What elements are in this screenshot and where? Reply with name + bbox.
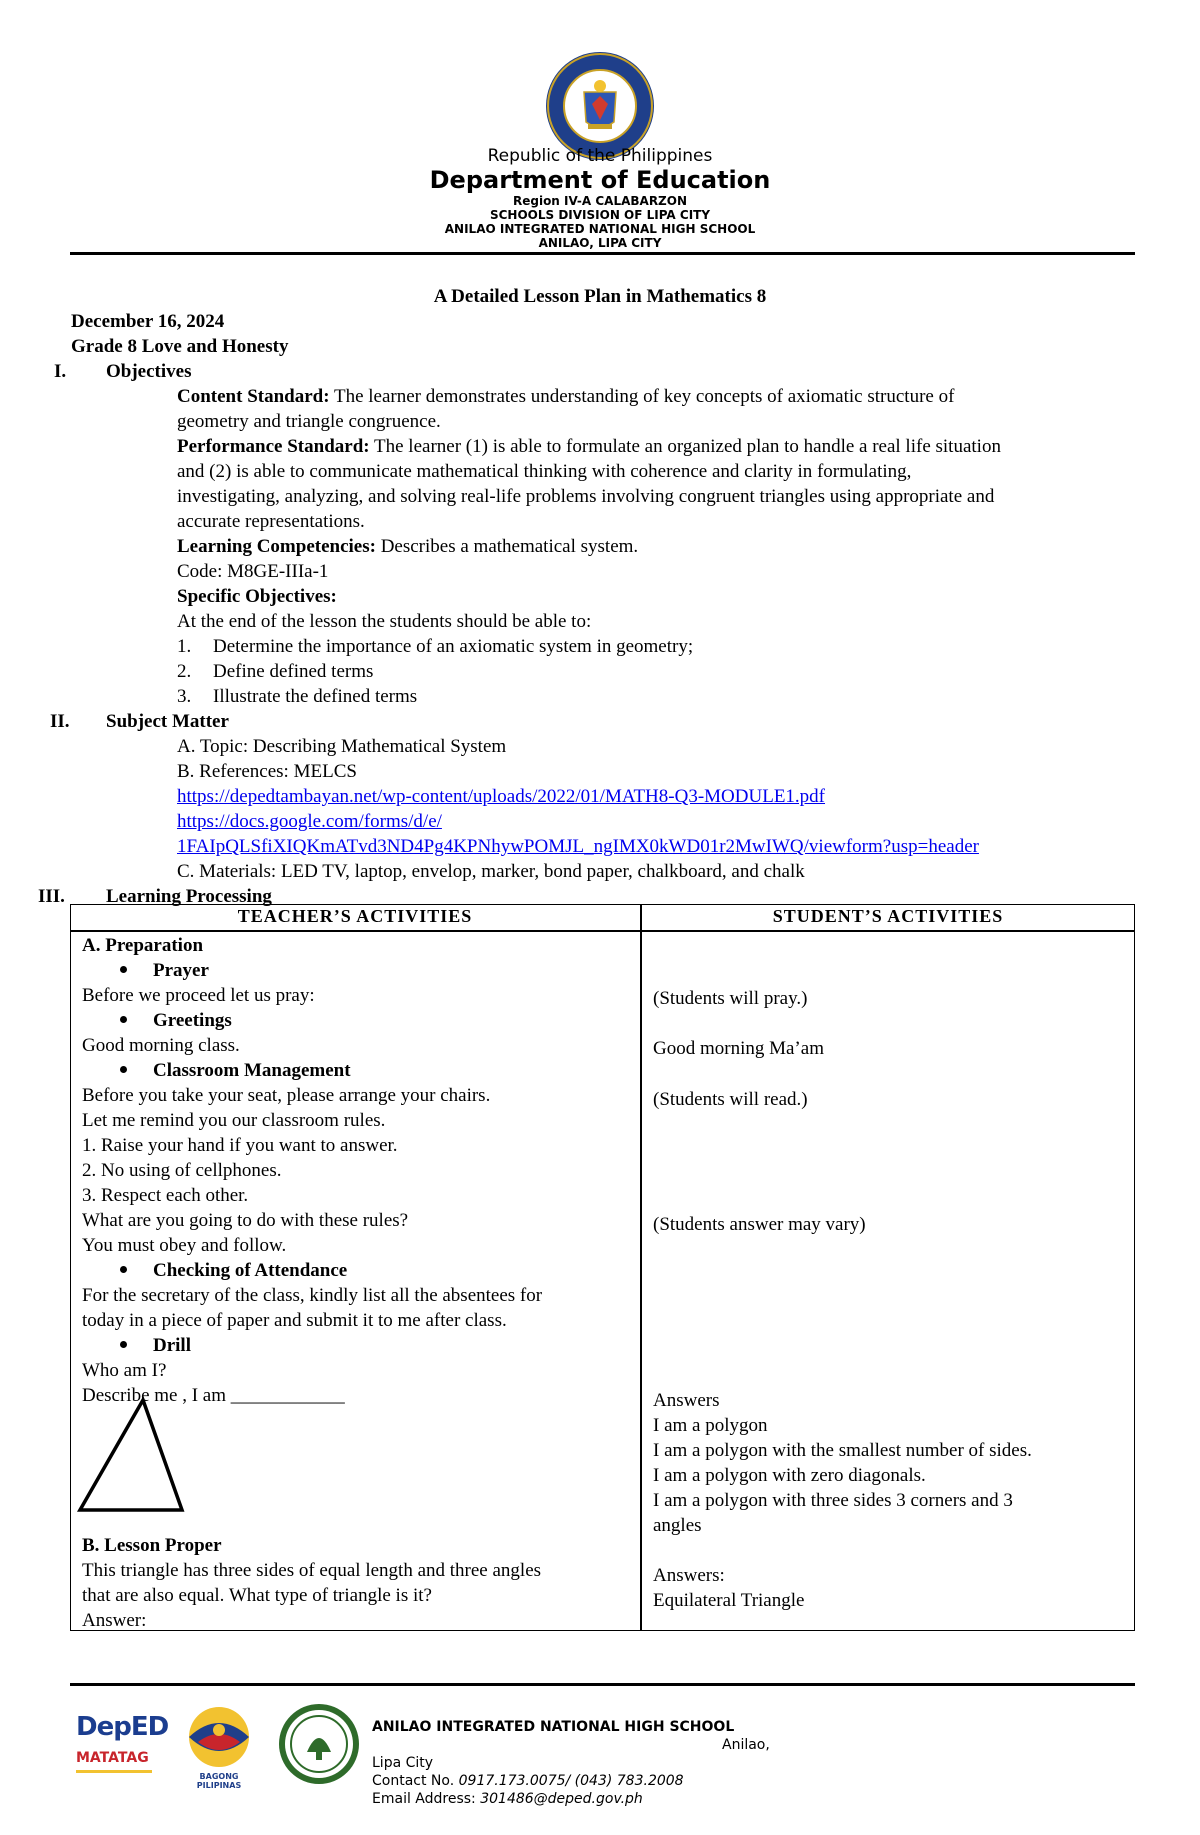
student-activities-header: STUDENT’S ACTIVITIES <box>772 906 1004 926</box>
table-column-divider <box>640 904 642 1631</box>
learning-competencies <box>177 534 638 559</box>
classroom-text: You must obey and follow. <box>82 1235 287 1256</box>
performance-standard-line4: accurate representations. <box>177 511 365 532</box>
classroom-rule: 2. No using of cellphones. <box>82 1160 282 1181</box>
classroom-rule: 1. Raise your hand if you want to answer. <box>82 1135 398 1156</box>
triangle-drawing <box>76 1396 186 1514</box>
classroom-text: Let me remind you our classroom rules. <box>82 1110 386 1131</box>
republic-line: Republic of the Philippines <box>487 146 713 166</box>
bullet-icon <box>120 966 127 973</box>
header-divider <box>70 252 1135 255</box>
preparation-heading: A. Preparation <box>82 935 204 956</box>
objective-item-num: 2. <box>177 661 192 682</box>
lesson-date: December 16, 2024 <box>71 311 225 332</box>
prayer-text: Before we proceed let us pray: <box>82 985 315 1006</box>
bullet-icon <box>120 1341 127 1348</box>
reference-link-module[interactable]: https://depedtambayan.net/wp-content/uploads/2022/01/MATH8-Q3-MODULE1.pdf <box>177 786 826 807</box>
division-line: SCHOOLS DIVISION OF LIPA CITY <box>489 208 711 222</box>
student-answer: I am a polygon with three sides 3 corners and 3 <box>653 1490 1013 1511</box>
drill-prompt: Describe me , I am ____________ <box>82 1385 345 1406</box>
student-answer: angles <box>653 1515 702 1536</box>
greetings-heading: Greetings <box>153 1010 232 1031</box>
content-standard-text: The learner demonstrates understanding of key concepts of axiomatic structure of <box>329 386 955 407</box>
performance-standard-line3: investigating, analyzing, and solving real-life problems involving congruent triangles using appropriate and <box>177 486 995 507</box>
bullet-icon <box>120 1066 127 1073</box>
objective-item-text: Define defined terms <box>213 661 374 682</box>
department-name: Department of Education <box>429 166 771 194</box>
objective-item-text: Determine the importance of an axiomatic system in geometry; <box>213 636 694 657</box>
contact-label: Contact No. <box>372 1773 459 1789</box>
classroom-text: Before you take your seat, please arrange your chairs. <box>82 1085 491 1106</box>
classroom-management-heading: Classroom Management <box>153 1060 351 1081</box>
student-answer: I am a polygon <box>653 1415 768 1436</box>
bullet-icon <box>120 1266 127 1273</box>
bullet-icon <box>120 1016 127 1023</box>
competency-code: Code: M8GE-IIIa-1 <box>177 561 329 582</box>
table-header-divider <box>70 930 1135 932</box>
lesson-plan-title: A Detailed Lesson Plan in Mathematics 8 <box>433 286 767 307</box>
drill-question: Who am I? <box>82 1360 167 1381</box>
objective-item-num: 3. <box>177 686 192 707</box>
subject-matter-numeral: II. <box>50 711 70 732</box>
address-line: ANILAO, LIPA CITY <box>538 236 662 250</box>
specific-objectives-label: Specific Objectives: <box>177 586 337 607</box>
topic: A. Topic: Describing Mathematical System <box>177 736 507 757</box>
email-label: Email Address: <box>372 1791 481 1807</box>
deped-matatag-logo <box>76 1712 169 1782</box>
subject-matter-heading: Subject Matter <box>106 711 229 732</box>
school-line: ANILAO INTEGRATED NATIONAL HIGH SCHOOL <box>444 222 756 236</box>
footer-town: Anilao, <box>722 1737 770 1753</box>
lesson-proper-answer: Answer: <box>82 1610 147 1631</box>
matatag-logo-text: MATATAG <box>76 1750 149 1766</box>
footer-divider <box>70 1683 1135 1686</box>
references: B. References: MELCS <box>177 761 357 782</box>
contact-number: 0917.173.0075/ (043) 783.2008 <box>458 1773 684 1789</box>
footer-contact <box>372 1772 684 1790</box>
footer-city: Lipa City <box>372 1755 434 1771</box>
school-seal-logo <box>277 1702 361 1786</box>
specific-objectives-intro: At the end of the lesson the students should be able to: <box>177 611 592 632</box>
classroom-rule: 3. Respect each other. <box>82 1185 249 1206</box>
student-answer: I am a polygon with the smallest number of sides. <box>653 1440 1032 1461</box>
learning-numeral: III. <box>38 886 65 907</box>
performance-standard <box>177 434 1001 459</box>
materials: C. Materials: LED TV, laptop, envelop, marker, bond paper, chalkboard, and chalk <box>177 861 805 882</box>
objectives-numeral: I. <box>54 361 67 382</box>
grade-section: Grade 8 Love and Honesty <box>71 336 289 357</box>
greetings-text: Good morning class. <box>82 1035 240 1056</box>
student-greeting: Good morning Ma’am <box>653 1038 824 1059</box>
bagong-pilipinas-logo <box>176 1704 262 1770</box>
drill-heading: Drill <box>153 1335 191 1356</box>
lesson-proper-text: that are also equal. What type of triangle is it? <box>82 1585 432 1606</box>
objective-item-num: 1. <box>177 636 192 657</box>
objective-item-text: Illustrate the defined terms <box>213 686 418 707</box>
learning-competencies-label: Learning Competencies: <box>177 536 376 557</box>
lesson-proper-text: This triangle has three sides of equal length and three angles <box>82 1560 542 1581</box>
objectives-heading: Objectives <box>106 361 192 382</box>
learning-competencies-text: Describes a mathematical system. <box>375 536 639 557</box>
email-address[interactable]: 301486@deped.gov.ph <box>480 1791 643 1807</box>
attendance-heading: Checking of Attendance <box>153 1260 348 1281</box>
content-standard-label: Content Standard: <box>177 386 330 407</box>
reference-link-form[interactable]: https://docs.google.com/forms/d/e/ <box>177 811 442 832</box>
content-standard <box>177 384 954 409</box>
student-prayer: (Students will pray.) <box>653 988 808 1009</box>
performance-standard-label: Performance Standard: <box>177 436 370 457</box>
student-read: (Students will read.) <box>653 1089 808 1110</box>
student-vary: (Students answer may vary) <box>653 1214 866 1235</box>
prayer-heading: Prayer <box>153 960 209 981</box>
teacher-activities-header: TEACHER’S ACTIVITIES <box>237 906 473 926</box>
classroom-text: What are you going to do with these rules? <box>82 1210 409 1231</box>
region-line: Region IV-A CALABARZON <box>512 194 688 208</box>
deped-logo-text: DepED <box>76 1712 169 1742</box>
footer-school-name: ANILAO INTEGRATED NATIONAL HIGH SCHOOL <box>372 1719 735 1735</box>
bagong-pilipinas-text: BAGONG PILIPINAS <box>196 1772 242 1790</box>
learning-heading: Learning Processing <box>106 886 272 907</box>
reference-link-form-cont[interactable]: 1FAIpQLSfiXIQKmATvd3ND4Pg4KPNhywPOMJL_ngIMX0kWD01r2MwIWQ/viewform?usp=header <box>177 836 979 857</box>
footer-email <box>372 1790 643 1808</box>
attendance-text: today in a piece of paper and submit it to me after class. <box>82 1310 507 1331</box>
lesson-proper-heading: B. Lesson Proper <box>82 1535 222 1556</box>
student-answers-label-2: Answers: <box>653 1565 725 1586</box>
content-standard-cont: geometry and triangle congruence. <box>177 411 441 432</box>
student-answers-label: Answers <box>653 1390 720 1411</box>
performance-standard-line2: and (2) is able to communicate mathematical thinking with coherence and clarity in formulating, <box>177 461 912 482</box>
performance-standard-text: The learner (1) is able to formulate an organized plan to handle a real life situation <box>369 436 1001 457</box>
attendance-text: For the secretary of the class, kindly list all the absentees for <box>82 1285 543 1306</box>
student-answer: I am a polygon with zero diagonals. <box>653 1465 926 1486</box>
student-answer-equilateral: Equilateral Triangle <box>653 1590 805 1611</box>
